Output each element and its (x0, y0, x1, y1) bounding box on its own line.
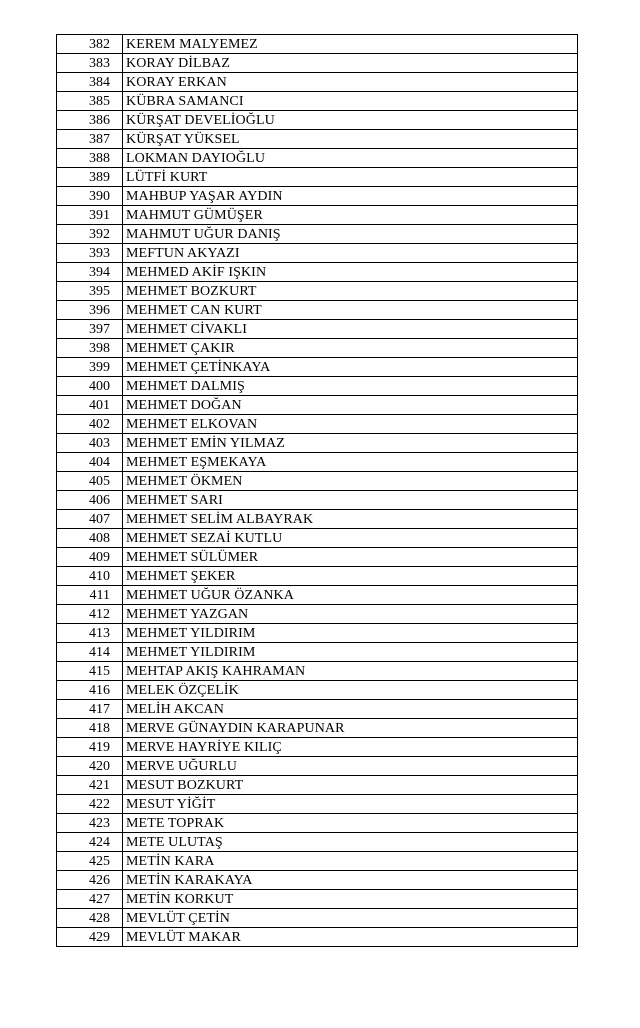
table-row (57, 548, 578, 567)
row-number: 409 (57, 548, 123, 567)
table-row (57, 643, 578, 662)
person-name: MERVE UĞURLU (123, 757, 578, 776)
person-name: MEHMET EŞMEKAYA (123, 453, 578, 472)
person-name: MEHMET UĞUR ÖZANKA (123, 586, 578, 605)
person-name: MAHMUT UĞUR DANIŞ (123, 225, 578, 244)
row-number: 402 (57, 415, 123, 434)
table-row (57, 909, 578, 928)
row-number: 390 (57, 187, 123, 206)
person-name: MAHMUT GÜMÜŞER (123, 206, 578, 225)
table-row (57, 472, 578, 491)
row-number: 386 (57, 111, 123, 130)
row-number: 408 (57, 529, 123, 548)
person-name: MEHMET CAN KURT (123, 301, 578, 320)
person-name: LÜTFİ KURT (123, 168, 578, 187)
person-name: MEHMET DOĞAN (123, 396, 578, 415)
table-row (57, 529, 578, 548)
row-number: 427 (57, 890, 123, 909)
table-row (57, 662, 578, 681)
row-number: 397 (57, 320, 123, 339)
table-row (57, 776, 578, 795)
person-name: MEVLÜT MAKAR (123, 928, 578, 947)
person-name: KÜRŞAT DEVELİOĞLU (123, 111, 578, 130)
table-row (57, 187, 578, 206)
person-name: MEHMET YILDIRIM (123, 643, 578, 662)
table-row (57, 111, 578, 130)
name-list-table (56, 34, 578, 947)
person-name: MERVE GÜNAYDIN KARAPUNAR (123, 719, 578, 738)
person-name: METE TOPRAK (123, 814, 578, 833)
row-number: 398 (57, 339, 123, 358)
table-row (57, 795, 578, 814)
row-number: 391 (57, 206, 123, 225)
row-number: 389 (57, 168, 123, 187)
row-number: 425 (57, 852, 123, 871)
table-row (57, 396, 578, 415)
table-row (57, 92, 578, 111)
table-row (57, 605, 578, 624)
row-number: 407 (57, 510, 123, 529)
table-row (57, 35, 578, 54)
table-row (57, 871, 578, 890)
person-name: MEHMET SEZAİ KUTLU (123, 529, 578, 548)
row-number: 383 (57, 54, 123, 73)
row-number: 405 (57, 472, 123, 491)
person-name: MEHMET ELKOVAN (123, 415, 578, 434)
person-name: MEHMET YAZGAN (123, 605, 578, 624)
table-row (57, 453, 578, 472)
table-row (57, 377, 578, 396)
row-number: 406 (57, 491, 123, 510)
row-number: 424 (57, 833, 123, 852)
person-name: MEHMET SARI (123, 491, 578, 510)
row-number: 418 (57, 719, 123, 738)
person-name: MEHMET CİVAKLI (123, 320, 578, 339)
person-name: LOKMAN DAYIOĞLU (123, 149, 578, 168)
row-number: 384 (57, 73, 123, 92)
table-row (57, 700, 578, 719)
table-row (57, 852, 578, 871)
table-row (57, 757, 578, 776)
row-number: 387 (57, 130, 123, 149)
table-row (57, 681, 578, 700)
row-number: 382 (57, 35, 123, 54)
person-name: KORAY ERKAN (123, 73, 578, 92)
person-name: MAHBUP YAŞAR AYDIN (123, 187, 578, 206)
table-row (57, 738, 578, 757)
table-row (57, 73, 578, 92)
row-number: 412 (57, 605, 123, 624)
person-name: KORAY DİLBAZ (123, 54, 578, 73)
row-number: 416 (57, 681, 123, 700)
table-row (57, 130, 578, 149)
table-row (57, 339, 578, 358)
row-number: 419 (57, 738, 123, 757)
row-number: 404 (57, 453, 123, 472)
row-number: 403 (57, 434, 123, 453)
table-row (57, 510, 578, 529)
person-name: MEHMET DALMIŞ (123, 377, 578, 396)
row-number: 423 (57, 814, 123, 833)
person-name: MEHMET YILDIRIM (123, 624, 578, 643)
person-name: MEHMET ŞEKER (123, 567, 578, 586)
person-name: MEVLÜT ÇETİN (123, 909, 578, 928)
person-name: MERVE HAYRİYE KILIÇ (123, 738, 578, 757)
row-number: 422 (57, 795, 123, 814)
person-name: MEHMET ÇAKIR (123, 339, 578, 358)
table-row (57, 890, 578, 909)
row-number: 429 (57, 928, 123, 947)
person-name: MELİH AKCAN (123, 700, 578, 719)
row-number: 421 (57, 776, 123, 795)
person-name: MELEK ÖZÇELİK (123, 681, 578, 700)
person-name: METE ULUTAŞ (123, 833, 578, 852)
row-number: 395 (57, 282, 123, 301)
row-number: 428 (57, 909, 123, 928)
person-name: MEHMET BOZKURT (123, 282, 578, 301)
name-list-body (57, 35, 578, 947)
row-number: 413 (57, 624, 123, 643)
table-row (57, 719, 578, 738)
table-row (57, 149, 578, 168)
row-number: 396 (57, 301, 123, 320)
row-number: 420 (57, 757, 123, 776)
table-row (57, 282, 578, 301)
table-row (57, 415, 578, 434)
row-number: 411 (57, 586, 123, 605)
person-name: METİN KARA (123, 852, 578, 871)
row-number: 415 (57, 662, 123, 681)
row-number: 385 (57, 92, 123, 111)
row-number: 401 (57, 396, 123, 415)
row-number: 426 (57, 871, 123, 890)
row-number: 414 (57, 643, 123, 662)
person-name: MEHMET EMİN YILMAZ (123, 434, 578, 453)
table-row (57, 244, 578, 263)
table-row (57, 814, 578, 833)
row-number: 400 (57, 377, 123, 396)
table-row (57, 491, 578, 510)
table-row (57, 206, 578, 225)
table-row (57, 567, 578, 586)
table-row (57, 225, 578, 244)
table-row (57, 263, 578, 282)
row-number: 388 (57, 149, 123, 168)
table-row (57, 624, 578, 643)
table-row (57, 833, 578, 852)
person-name: KÜBRA SAMANCI (123, 92, 578, 111)
person-name: MEHMED AKİF IŞKIN (123, 263, 578, 282)
person-name: MESUT YİĞİT (123, 795, 578, 814)
row-number: 417 (57, 700, 123, 719)
person-name: MEHMET ÖKMEN (123, 472, 578, 491)
person-name: MEHTAP AKIŞ KAHRAMAN (123, 662, 578, 681)
table-row (57, 586, 578, 605)
person-name: KÜRŞAT YÜKSEL (123, 130, 578, 149)
person-name: METİN KARAKAYA (123, 871, 578, 890)
row-number: 410 (57, 567, 123, 586)
person-name: METİN KORKUT (123, 890, 578, 909)
table-row (57, 320, 578, 339)
person-name: MEHMET SELİM ALBAYRAK (123, 510, 578, 529)
row-number: 399 (57, 358, 123, 377)
table-row (57, 434, 578, 453)
row-number: 392 (57, 225, 123, 244)
table-row (57, 358, 578, 377)
table-row (57, 928, 578, 947)
table-row (57, 301, 578, 320)
table-row (57, 54, 578, 73)
person-name: MEHMET SÜLÜMER (123, 548, 578, 567)
person-name: KEREM MALYEMEZ (123, 35, 578, 54)
person-name: MEHMET ÇETİNKAYA (123, 358, 578, 377)
person-name: MESUT BOZKURT (123, 776, 578, 795)
row-number: 394 (57, 263, 123, 282)
person-name: MEFTUN AKYAZI (123, 244, 578, 263)
table-row (57, 168, 578, 187)
row-number: 393 (57, 244, 123, 263)
